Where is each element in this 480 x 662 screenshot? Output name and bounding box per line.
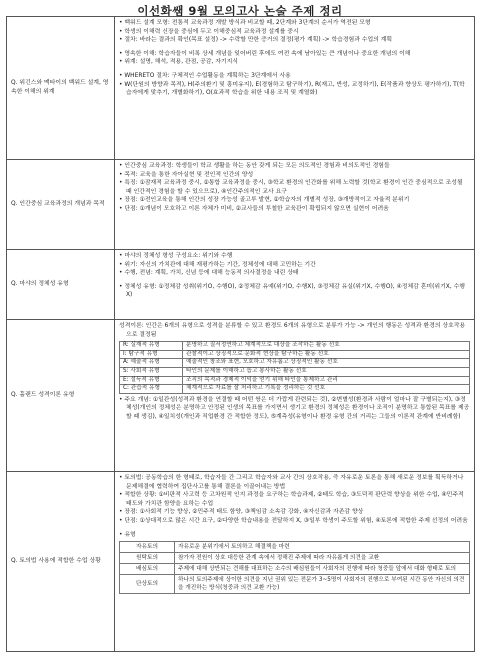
type-desc: 관찰적이고 상징적으로 문화적 현상을 탐구하는 활동 선호	[183, 350, 470, 359]
type-desc: 하나의 토의주제에 상이한 의견을 지닌 권위 있는 전문가 3~5명이 사회자의 진행으로 부여된 시간 동안 자신의 의견을 개진하는 방식(청중과 의견 교환 가능)	[175, 575, 470, 594]
type-key: 원탁토의	[120, 553, 175, 564]
answer-line: • W(단원의 방향과 목적), H(주의환기 및 흥미유지), E(경험하고 탐구하기), R(재고, 반성, 교정하기), E(작품과 향상도 평가하기), T(학습자에게 맞추기, 개별화하기), O(효과적 학습을 위한 내용 조직 및 계열화)	[119, 81, 465, 97]
table-row	[120, 385, 470, 394]
table-row	[120, 575, 470, 594]
answer-line: • 목적: 교육을 통한 자아실현 및 전인적 인간의 양성	[119, 171, 254, 178]
page-title: 이선화쌤 9월 모의고사 논술 주제 정리	[137, 4, 343, 18]
answer-line: • 절차: 바라는 결과의 확인(목표 설정) -> 수락할 만한 증거의 결정(평가 계획) -> 학습경험과 수업의 계획	[119, 37, 393, 44]
table-row	[120, 359, 470, 368]
type-desc: 주제에 대해 상반되는 견해를 대표하는 소수의 배심원들이 사회자의 진행에 따라 청중들 앞에서 대화 형태로 토의	[175, 564, 470, 575]
type-desc: 타인의 문제를 이해하고 돕고 봉사하는 활동 선호	[183, 367, 470, 376]
answer-line: • 위계: 설명, 해석, 적용, 관점, 공감, 자기지식	[119, 59, 238, 66]
table-row	[120, 367, 470, 376]
table-row	[120, 342, 470, 351]
question-label: Q. 토의법 사용에 적합한 수업 상황	[7, 472, 115, 652]
table-row	[7, 17, 475, 160]
answer-line: • 특징: ①잠재적 교육과정 중시, ②통합 교육과정을 중시, ③학교 환경의 인간화를 위해 노력할 것(학교 환경이 인간 중심적으로 조성될 때 인간적인 경험을 할 수 있으므로), ④인간주의적인 교사 요구	[119, 180, 463, 195]
question-label: Q. 마샤의 정체성 유형	[7, 250, 115, 320]
type-desc: 조직의 목적과 경제적 이익을 얻기 위해 타인을 통제하고 관리	[183, 376, 470, 385]
type-key: 배심토의	[120, 564, 175, 575]
table-row	[120, 553, 470, 564]
table-row	[7, 320, 475, 472]
table-row	[120, 564, 470, 575]
answer-line: • WHERETO 절차: 구체적인 수업활동을 계획하는 3단계에서 사용	[119, 72, 291, 79]
answer-cell	[115, 472, 475, 652]
answer-line: • 적합한 상황: ①비판적 사고력 등 고차원적 인지 과정을 요구하는 학습과제, ②태도 학습, ③도덕적 판단력 향상을 위한 수업, ④민주적 태도와 가치관 함양을 요하는 수업	[119, 492, 464, 507]
table-row	[120, 350, 470, 359]
type-key: S: 사회적 유형	[120, 367, 183, 376]
answer-line: • 수행, 전념: 계획, 가치, 신념 등에 대해 능동적 의사결정을 내린 상태	[119, 270, 299, 277]
answer-line: • 인간중심 교육과정: 학생들이 학교 생활을 하는 동안 갖게 되는 모든 의도적인 경험과 비의도적인 경험들	[119, 163, 390, 169]
answer-line: • 영속한 이해: 학습자들이 비록 상세 개념을 잊어버린 후에도 여전 속에 남아있는 큰 개념이나 중요한 개념의 이해	[119, 50, 411, 57]
answer-line: • 단점: ①상대적으로 많은 시간 요구, ②다양한 학습내용을 전달하지 X, ③일부 학생이 주도할 위험, ④토론에 적합한 주제 선정의 어려움	[119, 517, 468, 524]
answer-line: • 유형	[119, 531, 136, 538]
type-key: I: 탐구적 유형	[120, 350, 183, 359]
table-row	[7, 160, 475, 250]
question-label: Q. 인간중심 교육과정의 개념과 목적	[7, 160, 115, 250]
answer-line: • 마샤의 정체성 형성 구성요소: 위기와 수행	[119, 253, 233, 259]
discussion-type-table	[119, 541, 470, 594]
answer-line: • 주요 개념: ①일관성(성격과 환경을 연결할 때 어떤 쌍은 더 가깝게 관련되는 것), ②변별성(환경과 사람이 얼마나 잘 구별되는지), ③정체성(개인의 정체성은 분명하고 안정된 인생의 목표를 가지면서 생기고 환경의 정체성은 환경이나 조직이 분명하고 통합된 목표를 제공할 때 생김), ④일치성(개인과 직업환경 간 적합한 정도), ⑤계측성(유형이나 환경 유형 간의 거리는 그들의 이론적 관계에 반비례함)	[119, 396, 470, 420]
answer-line: • 위기: 자신의 가치관에 대해 재평가하는 기간, 정체성에 대해 고민하는 기간	[119, 261, 316, 268]
table-row	[7, 472, 475, 652]
answer-line: • 정체성 유형: ①정체감 성취(위기O, 수행O), ②정체감 유예(위기O, 수행X), ③정체감 유실(위기X, 수행O), ④정체감 혼미(위기X, 수행X)	[119, 283, 465, 299]
type-desc: 참가자 전원이 상호 대등한 관계 속에서 정해진 주제에 따라 자유롭게 의견을 교환	[175, 553, 470, 564]
type-desc: 체계적으로 자료를 잘 처리하고 기록을 정리하는 것 선호	[183, 385, 470, 394]
answer-cell	[115, 250, 475, 320]
type-desc: 예술적인 창조와 표현, 모호하고 자유롭고 상징적인 활동 선호	[183, 359, 470, 368]
answer-line: • 단점: ①개념이 모호하고 이론 자체가 미비, ②교사들의 투철한 교육관이 확립되지 않으면 실현이 어려움	[119, 205, 389, 212]
table-row	[120, 542, 470, 553]
answer-line: • 토의법: 공동학습의 한 형태로, 학습자들 간 그리고 학습자와 교사 간의 상호작용, 즉 자유로운 토론을 통해 새로운 정보를 획득하거나 문제해결에 협력하여 집단사고를 통해 결론을 이끌어내는 방법	[119, 475, 464, 490]
holland-type-table	[119, 341, 470, 394]
table-row	[120, 376, 470, 385]
answer-line: 성격이론: 인간은 6개의 유형으로 성격을 분류할 수 있고 환경도 6개의 유형으로 분류가 가능 -> 개인의 행동은 성격과 환경의 상호작용으로 결정됨	[119, 323, 466, 338]
type-desc: 분명하고 질서정연하고 체계적으로 대상을 조작하는 활동 선호	[183, 342, 470, 351]
answer-line: • 장점: ①전인교육을 통해 인간의 성장 가능성 골고루 발현, ②학습자의 개별적 성장, ③개방적이고 자율적 분위기	[119, 197, 410, 204]
question-label: Q. 홀랜드 성격이론 유형	[7, 320, 115, 472]
answer-cell	[115, 17, 475, 160]
type-key: 자유토의	[120, 542, 175, 553]
table-row	[7, 250, 475, 320]
type-key: R: 실재적 유형	[120, 342, 183, 351]
answer-line: • 학생의 이해력 신장을 중심에 두고 이해중심적 교육과정 설계를 중시	[119, 28, 299, 35]
type-key: A: 예술적 유형	[120, 359, 183, 368]
answer-cell	[115, 160, 475, 250]
summary-table	[6, 16, 475, 652]
answer-cell	[115, 320, 475, 472]
type-key: C: 관습적 유형	[120, 385, 183, 394]
answer-line: • 장점: ①사회적 기능 향상, ②민주적 태도 함양, ③책임감 소속감 강화, ④자신감과 자존감 향상	[119, 509, 364, 516]
type-key: E: 설득적 유형	[120, 376, 183, 385]
type-key: 단상토의	[120, 575, 175, 594]
answer-line: • 백워드 설계 모형: 전통적 교육과정 개발 방식과 비교할 때, 2단계와 3단계의 순서가 역전된 모형	[119, 20, 371, 26]
question-label: Q. 위긴스와 맥타이의 백워드 설계, 영속한 이해의 위계	[7, 17, 115, 160]
type-desc: 자유로운 분위기에서 토의하고 해결책을 마련	[175, 542, 470, 553]
